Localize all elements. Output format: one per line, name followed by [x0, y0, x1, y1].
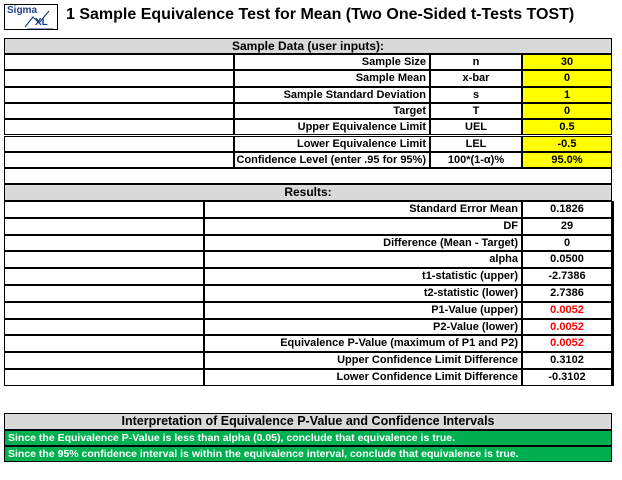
- result-row-label: Equivalence P-Value (maximum of P1 and P2): [204, 335, 522, 352]
- result-row-label: Difference (Mean - Target): [204, 235, 522, 252]
- result-row-value: 0.0052: [522, 302, 612, 319]
- result-row-spacer: [4, 319, 204, 336]
- sample-row-label: Upper Equivalence Limit: [234, 119, 430, 135]
- result-row-value: 2.7386: [522, 285, 612, 302]
- result-row-label: alpha: [204, 251, 522, 268]
- sample-row-spacer: [4, 136, 234, 152]
- result-row-value: 0.0052: [522, 335, 612, 352]
- result-row-spacer: [4, 352, 204, 369]
- result-row-edge: [612, 319, 614, 336]
- sample-row-input-value[interactable]: -0.5: [522, 136, 612, 152]
- result-row-edge: [612, 218, 614, 235]
- result-row-value: 0: [522, 235, 612, 252]
- interpretation-line-2: Since the 95% confidence interval is within the equivalence interval, conclude that equivalence is true.: [4, 446, 612, 462]
- interpretation-header: Interpretation of Equivalence P-Value and Confidence Intervals: [4, 413, 612, 430]
- result-row-spacer: [4, 302, 204, 319]
- result-row-spacer: [4, 201, 204, 218]
- sample-row-symbol: 100*(1-α)%: [430, 152, 522, 168]
- sample-row-symbol: s: [430, 87, 522, 103]
- result-row-value: -0.3102: [522, 369, 612, 386]
- result-row-label: P1-Value (upper): [204, 302, 522, 319]
- sample-row-symbol: T: [430, 103, 522, 119]
- sample-data-header: Sample Data (user inputs):: [4, 38, 612, 54]
- sample-row-symbol: x-bar: [430, 70, 522, 86]
- result-row-value: -2.7386: [522, 268, 612, 285]
- interpretation-line-1: Since the Equivalence P-Value is less than alpha (0.05), conclude that equivalence is true.: [4, 430, 612, 446]
- result-row-label: Lower Confidence Limit Difference: [204, 369, 522, 386]
- result-row-edge: [612, 352, 614, 369]
- result-row-edge: [612, 251, 614, 268]
- sample-row-spacer: [4, 103, 234, 119]
- result-row-spacer: [4, 285, 204, 302]
- sigmaxl-logo: [4, 4, 58, 30]
- result-row-label: Standard Error Mean: [204, 201, 522, 218]
- page-title: 1 Sample Equivalence Test for Mean (Two One-Sided t-Tests TOST): [66, 6, 575, 23]
- result-row-spacer: [4, 268, 204, 285]
- result-row-label: t1-statistic (upper): [204, 268, 522, 285]
- result-row-label: P2-Value (lower): [204, 319, 522, 336]
- result-row-spacer: [4, 251, 204, 268]
- sample-row-label: Lower Equivalence Limit: [234, 136, 430, 152]
- logo-text-xl: XL: [35, 17, 48, 28]
- result-row-label: DF: [204, 218, 522, 235]
- result-row-edge: [612, 285, 614, 302]
- sample-row-input-value[interactable]: 0: [522, 103, 612, 119]
- logo-text-sigma: Sigma: [7, 5, 38, 16]
- result-row-value: 29: [522, 218, 612, 235]
- result-row-edge: [612, 302, 614, 319]
- result-row-spacer: [4, 335, 204, 352]
- sample-row-input-value[interactable]: 95.0%: [522, 152, 612, 168]
- sample-row-label: Sample Mean: [234, 70, 430, 86]
- result-row-edge: [612, 201, 614, 218]
- result-row-edge: [612, 235, 614, 252]
- result-row-edge: [612, 268, 614, 285]
- result-row-value: 0.0500: [522, 251, 612, 268]
- sample-row-input-value[interactable]: 30: [522, 54, 612, 70]
- empty-row: [4, 168, 612, 184]
- sample-row-spacer: [4, 70, 234, 86]
- sample-row-spacer: [4, 54, 234, 70]
- sample-row-symbol: n: [430, 54, 522, 70]
- sample-row-label: Confidence Level (enter .95 for 95%): [234, 152, 430, 168]
- result-row-spacer: [4, 369, 204, 386]
- result-row-label: t2-statistic (lower): [204, 285, 522, 302]
- sample-row-input-value[interactable]: 1: [522, 87, 612, 103]
- sample-row-symbol: UEL: [430, 119, 522, 135]
- result-row-spacer: [4, 218, 204, 235]
- results-header: Results:: [4, 184, 612, 201]
- sample-row-symbol: LEL: [430, 136, 522, 152]
- result-row-spacer: [4, 235, 204, 252]
- result-row-edge: [612, 369, 614, 386]
- sample-row-label: Sample Size: [234, 54, 430, 70]
- result-row-edge: [612, 335, 614, 352]
- sample-row-input-value[interactable]: 0.5: [522, 119, 612, 135]
- result-row-value: 0.0052: [522, 319, 612, 336]
- sample-row-input-value[interactable]: 0: [522, 70, 612, 86]
- sample-row-spacer: [4, 87, 234, 103]
- result-row-value: 0.1826: [522, 201, 612, 218]
- sample-row-label: Target: [234, 103, 430, 119]
- sample-row-label: Sample Standard Deviation: [234, 87, 430, 103]
- sample-row-spacer: [4, 152, 234, 168]
- result-row-label: Upper Confidence Limit Difference: [204, 352, 522, 369]
- sample-row-spacer: [4, 119, 234, 135]
- result-row-value: 0.3102: [522, 352, 612, 369]
